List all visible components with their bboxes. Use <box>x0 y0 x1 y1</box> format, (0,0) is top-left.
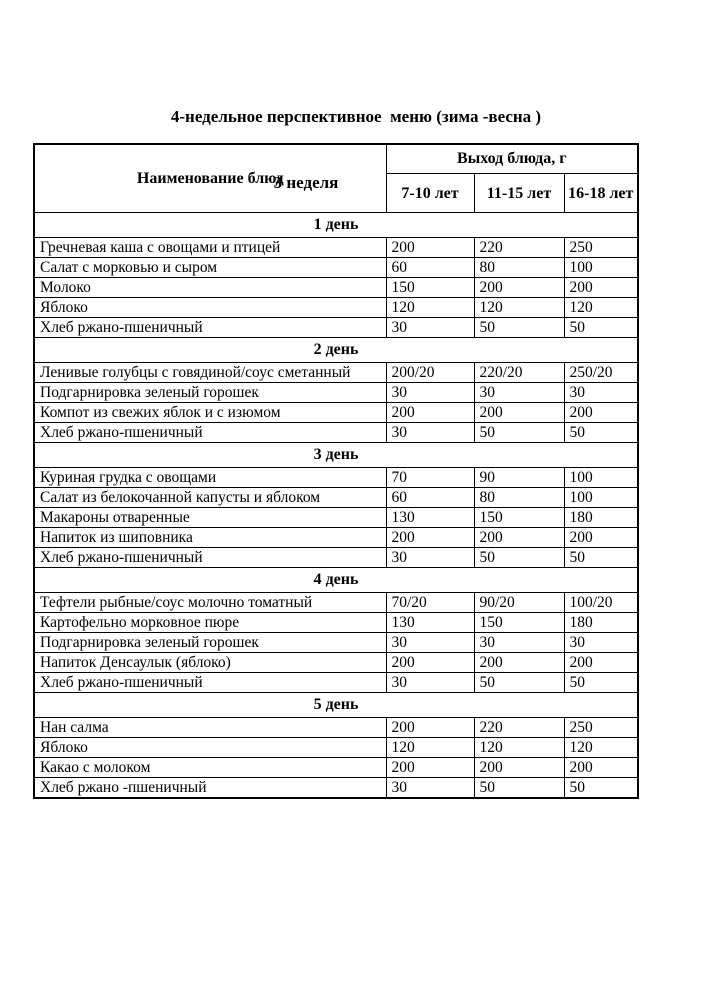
dish-name-cell: Какао с молоком <box>34 758 386 778</box>
portion-value-cell: 250 <box>564 718 638 738</box>
dish-row <box>34 383 638 403</box>
age-column-header: 7-10 лет <box>386 174 474 213</box>
portion-value-cell: 50 <box>564 318 638 338</box>
menu-table-body <box>34 213 638 799</box>
day-header-label: 3 день <box>34 443 638 468</box>
dish-row <box>34 653 638 673</box>
portion-value-cell: 200 <box>386 653 474 673</box>
dish-row <box>34 633 638 653</box>
portion-value-cell: 120 <box>386 738 474 758</box>
dish-name-cell: Картофельно морковное пюре <box>34 613 386 633</box>
portion-value-cell: 90 <box>474 468 564 488</box>
portion-value-cell: 200 <box>474 653 564 673</box>
dish-row <box>34 593 638 613</box>
day-header-row <box>34 338 638 363</box>
day-header-row <box>34 443 638 468</box>
portion-value-cell: 200 <box>474 278 564 298</box>
dish-name-cell: Салат с морковью и сыром <box>34 258 386 278</box>
dish-name-cell: Тефтели рыбные/соус молочно томатный <box>34 593 386 613</box>
portion-value-cell: 50 <box>564 778 638 799</box>
portion-value-cell: 30 <box>386 318 474 338</box>
dish-row <box>34 528 638 548</box>
dish-row <box>34 758 638 778</box>
dish-name-cell: Подгарнировка зеленый горошек <box>34 383 386 403</box>
dish-name-cell: Гречневая каша с овощами и птицей <box>34 238 386 258</box>
portion-value-cell: 200 <box>386 718 474 738</box>
portion-value-cell: 200 <box>386 758 474 778</box>
portion-value-cell: 130 <box>386 613 474 633</box>
dish-row <box>34 718 638 738</box>
portion-value-cell: 50 <box>474 673 564 693</box>
portion-value-cell: 50 <box>564 423 638 443</box>
dish-name-cell: Напиток из шиповника <box>34 528 386 548</box>
dish-row <box>34 548 638 568</box>
portion-value-cell: 100/20 <box>564 593 638 613</box>
dish-name-cell: Молоко <box>34 278 386 298</box>
dish-row <box>34 318 638 338</box>
portion-value-cell: 30 <box>474 633 564 653</box>
dish-name-cell: Хлеб ржано-пшеничный <box>34 318 386 338</box>
portion-value-cell: 30 <box>564 633 638 653</box>
dish-row <box>34 298 638 318</box>
portion-value-cell: 200 <box>564 528 638 548</box>
portion-value-cell: 70/20 <box>386 593 474 613</box>
portion-value-cell: 30 <box>386 778 474 799</box>
dish-name-cell: Напиток Денсаулык (яблоко) <box>34 653 386 673</box>
dish-row <box>34 738 638 758</box>
portion-value-cell: 50 <box>564 548 638 568</box>
portion-value-cell: 120 <box>564 298 638 318</box>
dish-row <box>34 778 638 799</box>
dish-row <box>34 278 638 298</box>
day-header-label: 1 день <box>34 213 638 238</box>
portion-value-cell: 100 <box>564 258 638 278</box>
portion-value-cell: 150 <box>386 278 474 298</box>
portion-value-cell: 60 <box>386 488 474 508</box>
portion-value-cell: 200 <box>386 238 474 258</box>
day-header-label: 2 день <box>34 338 638 363</box>
portion-value-cell: 50 <box>474 423 564 443</box>
portion-value-cell: 120 <box>474 298 564 318</box>
menu-table-header <box>34 144 638 213</box>
dish-name-cell: Яблоко <box>34 298 386 318</box>
portion-value-cell: 30 <box>386 673 474 693</box>
dish-name-cell: Хлеб ржано-пшеничный <box>34 673 386 693</box>
portion-value-cell: 30 <box>386 633 474 653</box>
portion-value-cell: 120 <box>386 298 474 318</box>
portion-value-cell: 200 <box>564 403 638 423</box>
dish-row <box>34 673 638 693</box>
portion-value-cell: 60 <box>386 258 474 278</box>
dish-row <box>34 423 638 443</box>
portion-value-cell: 50 <box>474 318 564 338</box>
day-header-label: 5 день <box>34 693 638 718</box>
portion-value-cell: 220/20 <box>474 363 564 383</box>
dish-row <box>34 468 638 488</box>
portion-value-cell: 200 <box>386 528 474 548</box>
dish-name-cell: Макароны отваренные <box>34 508 386 528</box>
portion-value-cell: 250/20 <box>564 363 638 383</box>
dish-row <box>34 403 638 423</box>
portion-value-cell: 100 <box>564 468 638 488</box>
dish-row <box>34 238 638 258</box>
portion-value-cell: 130 <box>386 508 474 528</box>
dish-name-cell: Хлеб ржано-пшеничный <box>34 423 386 443</box>
dish-name-cell: Куриная грудка с овощами <box>34 468 386 488</box>
name-column-header: Наименование блюд <box>34 144 386 213</box>
portion-value-cell: 30 <box>386 548 474 568</box>
portion-value-cell: 200 <box>564 278 638 298</box>
dish-name-cell: Ленивые голубцы с говядиной/соус сметанный <box>34 363 386 383</box>
age-column-header: 11-15 лет <box>474 174 564 213</box>
dish-name-cell: Нан салма <box>34 718 386 738</box>
day-header-label: 4 день <box>34 568 638 593</box>
portion-value-cell: 180 <box>564 613 638 633</box>
day-header-row <box>34 693 638 718</box>
portion-value-cell: 200/20 <box>386 363 474 383</box>
portion-value-cell: 30 <box>474 383 564 403</box>
dish-row <box>34 508 638 528</box>
page-subtitle: 3 неделя <box>273 173 339 192</box>
portion-value-cell: 120 <box>564 738 638 758</box>
portion-value-cell: 200 <box>564 653 638 673</box>
page-title: 4-недельное перспективное меню (зима -весна ) <box>170 107 542 126</box>
portion-value-cell: 50 <box>474 778 564 799</box>
portion-value-cell: 150 <box>474 508 564 528</box>
portion-value-cell: 200 <box>386 403 474 423</box>
portion-value-cell: 80 <box>474 258 564 278</box>
portion-value-cell: 200 <box>564 758 638 778</box>
portion-value-cell: 50 <box>564 673 638 693</box>
dish-row <box>34 488 638 508</box>
portion-value-cell: 200 <box>474 528 564 548</box>
portion-value-cell: 200 <box>474 403 564 423</box>
portion-value-cell: 30 <box>386 383 474 403</box>
portion-value-cell: 80 <box>474 488 564 508</box>
dish-name-cell: Хлеб ржано-пшеничный <box>34 548 386 568</box>
portion-value-cell: 180 <box>564 508 638 528</box>
portion-value-cell: 200 <box>474 758 564 778</box>
menu-table <box>33 143 639 799</box>
portion-value-cell: 30 <box>564 383 638 403</box>
portion-value-cell: 220 <box>474 718 564 738</box>
day-header-row <box>34 568 638 593</box>
dish-name-cell: Компот из свежих яблок и с изюмом <box>34 403 386 423</box>
dish-name-cell: Салат из белокочанной капусты и яблоком <box>34 488 386 508</box>
dish-name-cell: Подгарнировка зеленый горошек <box>34 633 386 653</box>
portion-value-cell: 70 <box>386 468 474 488</box>
portion-value-cell: 250 <box>564 238 638 258</box>
dish-name-cell: Яблоко <box>34 738 386 758</box>
dish-row <box>34 363 638 383</box>
dish-row <box>34 613 638 633</box>
portion-value-cell: 120 <box>474 738 564 758</box>
dish-row <box>34 258 638 278</box>
portion-value-cell: 100 <box>564 488 638 508</box>
dish-name-cell: Хлеб ржано -пшеничный <box>34 778 386 799</box>
day-header-row <box>34 213 638 238</box>
portion-value-cell: 150 <box>474 613 564 633</box>
portion-value-cell: 220 <box>474 238 564 258</box>
age-column-header: 16-18 лет <box>564 174 638 213</box>
output-column-header: Выход блюда, г <box>386 144 638 174</box>
portion-value-cell: 90/20 <box>474 593 564 613</box>
portion-value-cell: 50 <box>474 548 564 568</box>
portion-value-cell: 30 <box>386 423 474 443</box>
